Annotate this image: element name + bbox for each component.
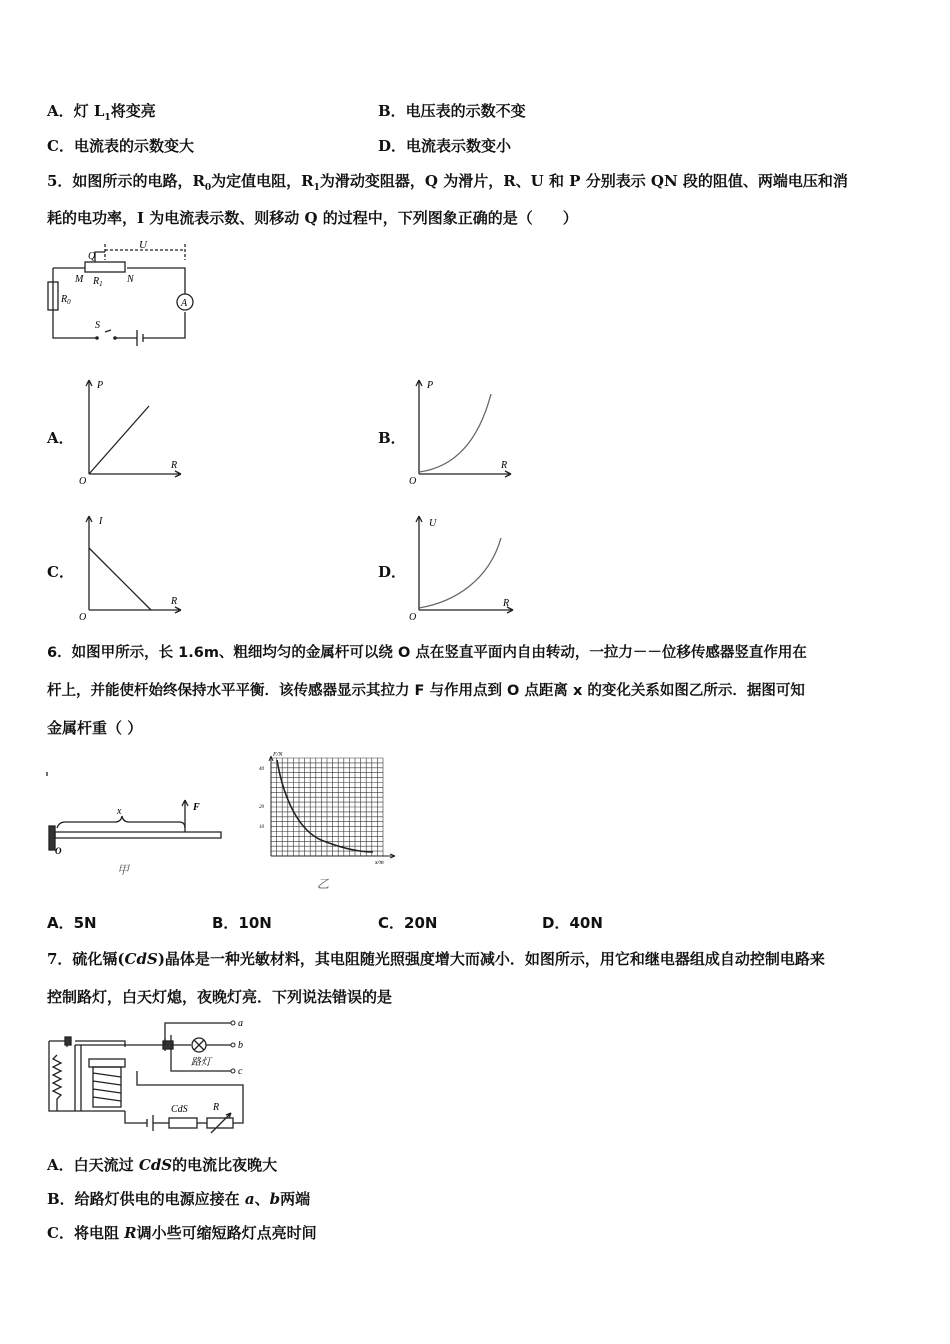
- q5b-origin: O: [409, 476, 417, 487]
- q5a-x-label: R: [171, 460, 178, 471]
- q5b-y-label: P: [427, 380, 434, 391]
- q6-stem-line2: 杆上，并能使杆始终保持水平平衡．该传感器显示其拉力 F 与作用点到 O 点距离 x 的变化关系如图乙所示．据图可知: [47, 683, 805, 699]
- q5a-y-label: P: [97, 380, 104, 391]
- q5-label-s: S: [95, 320, 100, 331]
- q7-label-b: b: [238, 1040, 243, 1051]
- q6-yi-ytick-40: 40: [259, 767, 264, 772]
- q4-option-d: D．电流表示数变小: [378, 137, 512, 155]
- q5c-y-label: I: [99, 516, 103, 527]
- q6-option-d: D．40N: [542, 914, 603, 932]
- q6-jia-label-o: O: [55, 846, 62, 856]
- q5c-origin: O: [79, 612, 87, 623]
- q5-label-r0: $R_0$: [61, 294, 71, 306]
- q6-figure-yi: [255, 752, 400, 894]
- q5-stem-line2: 耗的电功率，I 为电流表示数、则移动 Q 的过程中，下列图象正确的是（ ）: [47, 209, 578, 227]
- q5c-x-label: R: [171, 596, 178, 607]
- q5-graph-a: [75, 372, 185, 487]
- q5-option-d-letter: D．: [378, 563, 407, 581]
- q5-label-r1: $R_1$: [93, 276, 103, 288]
- q5-label-n: N: [127, 274, 134, 285]
- q5-option-a-letter: A．: [47, 429, 74, 447]
- q5-graph-b: [405, 372, 515, 487]
- q7-stem-line1: 7．硫化镉(CdS)晶体是一种光敏材料，其电阻随光照强度增大而减小．如图所示，用它和继电器组成自动控制电路来: [47, 950, 825, 968]
- q6-option-c: C．20N: [378, 914, 438, 932]
- q6-figure-jia: [45, 770, 225, 880]
- q6-yi-y-label: F/N: [273, 752, 283, 758]
- q5d-x-label: R: [503, 598, 510, 609]
- q7-stem-line2: 控制路灯，白天灯熄，夜晚灯亮．下列说法错误的是: [47, 988, 393, 1006]
- q4-option-c: C．电流表的示数变大: [47, 137, 194, 155]
- q5-label-m: M: [75, 274, 84, 285]
- q5d-y-label: U: [429, 518, 437, 529]
- q5b-x-label: R: [501, 460, 508, 471]
- q6-yi-ytick-10: 10: [259, 825, 264, 830]
- q6-yi-ytick-20: 20: [259, 805, 264, 810]
- q7-option-c: C．将电阻 R调小些可缩短路灯点亮时间: [47, 1224, 317, 1242]
- q7-label-c: c: [238, 1066, 243, 1077]
- q7-label-r: R: [213, 1102, 220, 1113]
- q6-jia-label-f: F: [193, 802, 200, 813]
- q6-option-b: B．10N: [212, 914, 272, 932]
- q7-label-a: a: [238, 1018, 243, 1029]
- q5d-origin: O: [409, 612, 417, 623]
- q7-relay-circuit: [45, 1015, 255, 1140]
- q5-stem-line1: 5．如图所示的电路，$R_0$为定值电阻，$R_1$为滑动变阻器，Q 为滑片，R、U 和 P 分别表示 QN 段的阻值、两端电压和消: [47, 172, 848, 193]
- q5-label-u: U: [139, 239, 147, 251]
- q6-stem-line1: 6．如图甲所示，长 1.6m、粗细均匀的金属杆可以绕 O 点在竖直平面内自由转动，一拉力－－位移传感器竖直作用在: [47, 645, 807, 661]
- q6-stem-line3: 金属杆重（ ）: [47, 719, 143, 737]
- q6-jia-caption: 甲: [117, 863, 130, 877]
- q6-yi-caption: 乙: [317, 877, 330, 891]
- q5-circuit-diagram: [45, 240, 205, 350]
- q5-label-ammeter: A: [181, 298, 188, 309]
- q7-label-lamp: 路灯: [191, 1057, 211, 1068]
- q5-label-q: Q: [88, 251, 96, 262]
- q4-option-a: A．灯 $L_1$将变亮: [47, 102, 156, 123]
- q7-label-cds: CdS: [171, 1104, 188, 1115]
- q5-option-b-letter: B．: [378, 429, 406, 447]
- q6-jia-label-x: x: [117, 806, 122, 817]
- q5a-origin: O: [79, 476, 87, 487]
- q4-option-b: B．电压表的示数不变: [378, 102, 526, 120]
- q5-graph-d: [405, 508, 520, 623]
- q5-graph-c: [75, 508, 185, 623]
- q6-yi-grid: [271, 758, 383, 856]
- q7-option-b: B．给路灯供电的电源应接在 a、b两端: [47, 1190, 311, 1208]
- q5-option-c-letter: C．: [47, 563, 74, 581]
- q7-option-a: A．白天流过 CdS的电流比夜晚大: [47, 1156, 278, 1174]
- q6-option-a: A．5N: [47, 914, 97, 932]
- q6-yi-x-label: x/m: [375, 860, 384, 866]
